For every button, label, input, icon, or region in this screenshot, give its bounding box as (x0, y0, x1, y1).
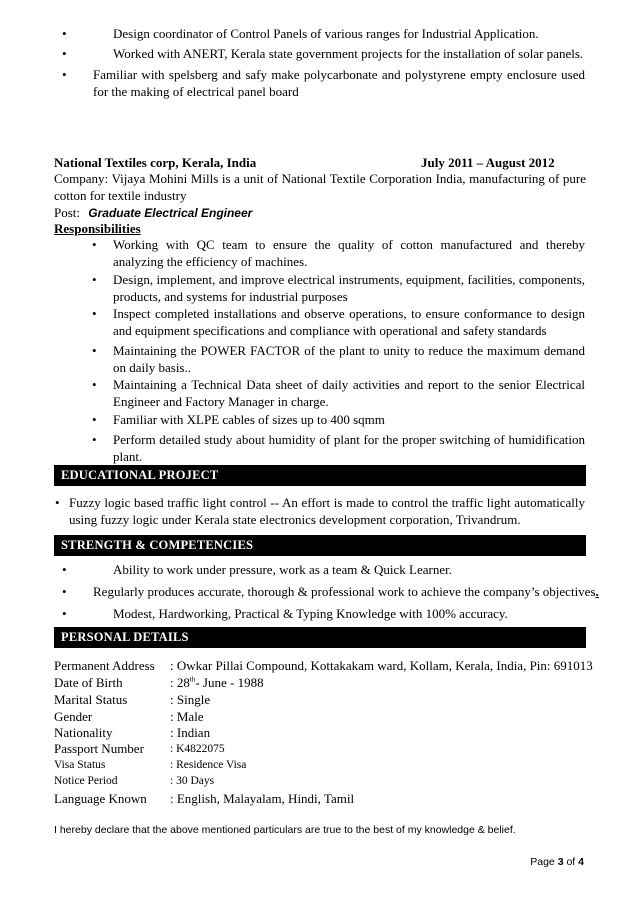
detail-label: Passport Number (54, 741, 144, 756)
detail-value: : K4822075 (170, 743, 225, 755)
list-item: Modest, Hardworking, Practical & Typing Knowledge with 100% accuracy. (113, 606, 508, 621)
list-item: Worked with ANERT, Kerala state government projects for the installation of solar panels. (113, 46, 584, 61)
list-item: Working with QC team to ensure the quality of cotton manufactured and thereby analyzing the efficiency of machines. (113, 237, 585, 269)
dob-day: : 28 (170, 675, 190, 690)
detail-label: Nationality (54, 725, 113, 740)
list-item (93, 583, 599, 600)
list-item: Perform detailed study about humidity of plant for the proper switching of humidification plant. (113, 432, 585, 464)
detail-label: Language Known (54, 791, 147, 806)
list-item-text: Regularly produces accurate, thorough & professional work to achieve the company’s objectives (93, 584, 596, 599)
page-number (530, 855, 584, 869)
trailing-dot: . (595, 584, 599, 599)
dob-rest: - June - 1988 (195, 675, 264, 690)
list-item: Design coordinator of Control Panels of various ranges for Industrial Application. (113, 26, 539, 41)
bullet-icon: • (62, 606, 67, 621)
bullet-icon: • (92, 343, 97, 358)
bullet-icon: • (92, 306, 97, 321)
detail-label: Date of Birth (54, 675, 123, 690)
detail-label: Notice Period (54, 775, 118, 787)
responsibilities-heading: Responsibilities (54, 221, 141, 236)
page-word: Page (530, 856, 555, 868)
post-label: Post: (54, 205, 81, 220)
detail-label: Gender (54, 709, 93, 724)
list-item: Inspect completed installations and observe operations, to ensure conformance to design and equipment specifications and compliance with operational and safety standards (113, 306, 585, 338)
total-pages: 4 (578, 856, 584, 868)
dob-suffix: th (189, 675, 196, 684)
educational-project-heading: EDUCATIONAL PROJECT (54, 465, 586, 486)
bullet-icon: • (55, 495, 60, 510)
detail-label: Permanent Address (54, 658, 155, 673)
detail-value: : Indian (170, 725, 211, 740)
detail-label: Visa Status (54, 759, 106, 771)
bullet-icon: • (92, 377, 97, 392)
employer-name: National Textiles corp, Kerala, India (54, 155, 257, 170)
detail-value: : English, Malayalam, Hindi, Tamil (170, 791, 355, 806)
of-word: of (566, 856, 576, 868)
bullet-icon: • (62, 67, 67, 82)
list-item: Maintaining the POWER FACTOR of the plant to unity to reduce the maximum demand on daily basis.. (113, 343, 585, 375)
list-item: Familiar with spelsberg and safy make polycarbonate and polystyrene empty enclosure used for the making of electrical panel board (93, 67, 585, 99)
strengths-heading: STRENGTH & COMPETENCIES (54, 535, 586, 556)
bullet-icon: • (92, 412, 97, 427)
detail-value: : Male (170, 709, 204, 724)
detail-value: : Owkar Pillai Compound, Kottakakam ward, Kollam, Kerala, India, Pin: 691013 (170, 658, 593, 673)
list-item: Ability to work under pressure, work as a team & Quick Learner. (113, 562, 452, 577)
detail-label: Marital Status (54, 692, 128, 707)
list-item: Familiar with XLPE cables of sizes up to 400 sqmm (113, 412, 385, 427)
company-description: Company: Vijaya Mohini Mills is a unit of National Textile Corporation India, manufacturing of pure cotton for textile industry (54, 171, 586, 203)
bullet-icon: • (92, 432, 97, 447)
detail-value: : Single (170, 692, 211, 707)
detail-value (170, 674, 264, 691)
employment-dates: July 2011 – August 2012 (421, 155, 555, 170)
declaration-text: I hereby declare that the above mentioned particulars are true to the best of my knowledge & belief. (54, 824, 516, 836)
bullet-icon: • (62, 584, 67, 599)
list-item: Design, implement, and improve electrical instruments, equipment, facilities, components, products, and systems for industrial purposes (113, 272, 585, 304)
detail-value: : Residence Visa (170, 759, 247, 771)
personal-details-heading: PERSONAL DETAILS (54, 627, 586, 648)
detail-value: : 30 Days (170, 775, 215, 787)
bullet-icon: • (62, 26, 67, 41)
bullet-icon: • (62, 562, 67, 577)
educational-project-text: Fuzzy logic based traffic light control -- An effort is made to control the traffic light automatically using fuzzy logic under Kerala state electronics development corporation, Trivandrum. (69, 495, 585, 527)
bullet-icon: • (92, 237, 97, 252)
bullet-icon: • (62, 46, 67, 61)
current-page: 3 (557, 856, 564, 868)
post-title: Graduate Electrical Engineer (88, 206, 253, 220)
bullet-icon: • (92, 272, 97, 287)
list-item: Maintaining a Technical Data sheet of daily activities and report to the senior Electrical Engineer and Factory Manager in charge. (113, 377, 585, 409)
